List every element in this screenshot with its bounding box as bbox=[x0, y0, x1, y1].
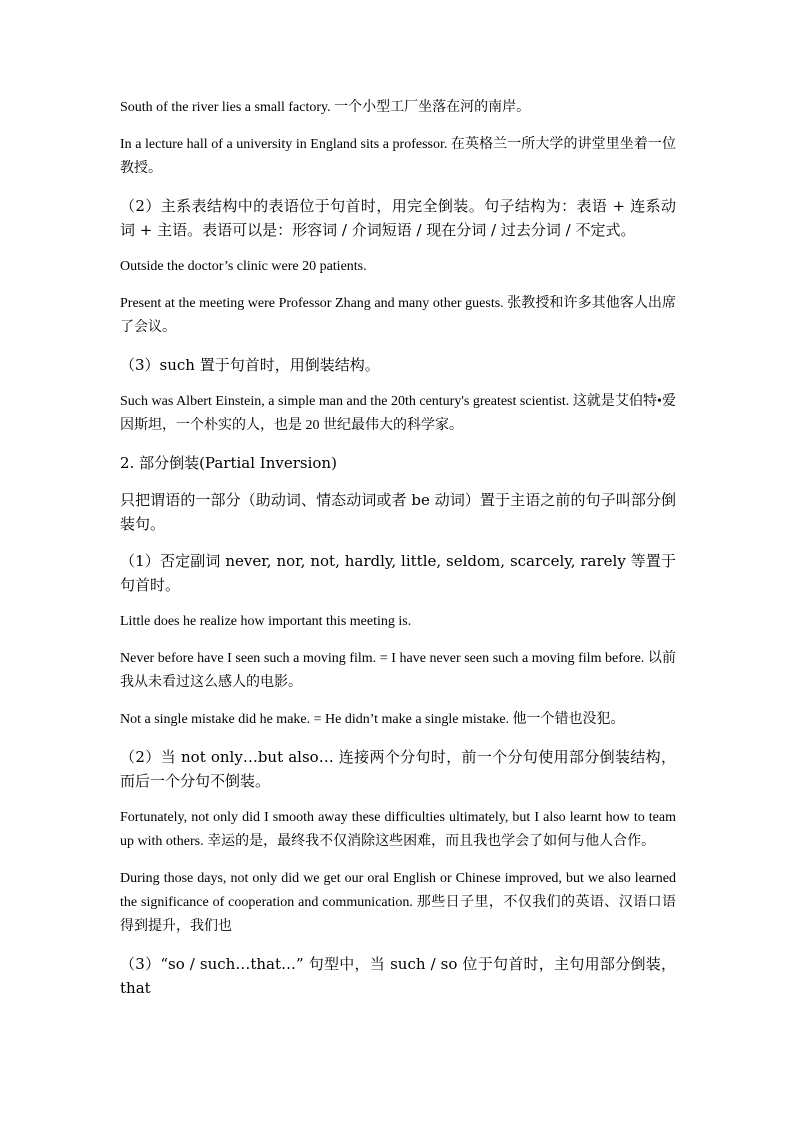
paragraph: Not a single mistake did he make. = He didn’t make a single mistake. 他一个错也没犯。 bbox=[120, 712, 625, 727]
paragraph: （2）主系表结构中的表语位于句首时，用完全倒装。句子结构为：表语 + 连系动词 + 主语。表语可以是：形容词 / 介词短语 / 现在分词 / 过去分词 / 不定式。 bbox=[120, 197, 676, 239]
paragraph: （2）当 not only…but also… 连接两个分句时，前一个分句使用部分倒装结构，而后一个分句不倒装。 bbox=[120, 748, 676, 790]
document-body bbox=[120, 96, 676, 1013]
paragraph: （1）否定副词 never, nor, not, hardly, little, seldom, scarcely, rarely 等置于句首时。 bbox=[120, 552, 676, 594]
paragraph: South of the river lies a small factory. 一个小型工厂坐落在河的南岸。 bbox=[120, 100, 531, 115]
paragraph: 只把谓语的一部分（助动词、情态动词或者 be 动词）置于主语之前的句子叫部分倒装句。 bbox=[120, 491, 676, 533]
paragraph: Never before have I seen such a moving film. = I have never seen such a moving film before. 以前我从未看过这么感人的电影。 bbox=[120, 651, 676, 690]
paragraph: （3）such 置于句首时，用倒装结构。 bbox=[120, 356, 380, 374]
paragraph: In a lecture hall of a university in England sits a professor. 在英格兰一所大学的讲堂里坐着一位教授。 bbox=[120, 137, 676, 176]
paragraph: Such was Albert Einstein, a simple man and the 20th century's greatest scientist. 这就是艾伯特•爱因斯坦，一个朴实的人，也是 20 世纪最伟大的科学家。 bbox=[120, 394, 676, 433]
paragraph: Outside the doctor’s clinic were 20 patients. bbox=[120, 259, 367, 274]
paragraph: During those days, not only did we get our oral English or Chinese improved, but we also learned the significance of cooperation and communication. 那些日子里，不仅我们的英语、汉语口语得到提升，我们也 bbox=[120, 871, 676, 934]
paragraph: Present at the meeting were Professor Zhang and many other guests. 张教授和许多其他客人出席了会议。 bbox=[120, 296, 676, 335]
paragraph: （3）“so / such…that…” 句型中，当 such / so 位于句首时，主句用部分倒装，that bbox=[120, 955, 676, 997]
paragraph: Fortunately, not only did I smooth away these difficulties ultimately, but I also learnt how to team up with others. 幸运的是，最终我不仅消除这些困难，而且我也学会了如何与他人合作。 bbox=[120, 810, 676, 849]
paragraph: Little does he realize how important this meeting is. bbox=[120, 614, 412, 629]
section-heading: 2. 部分倒装(Partial Inversion) bbox=[120, 454, 337, 472]
